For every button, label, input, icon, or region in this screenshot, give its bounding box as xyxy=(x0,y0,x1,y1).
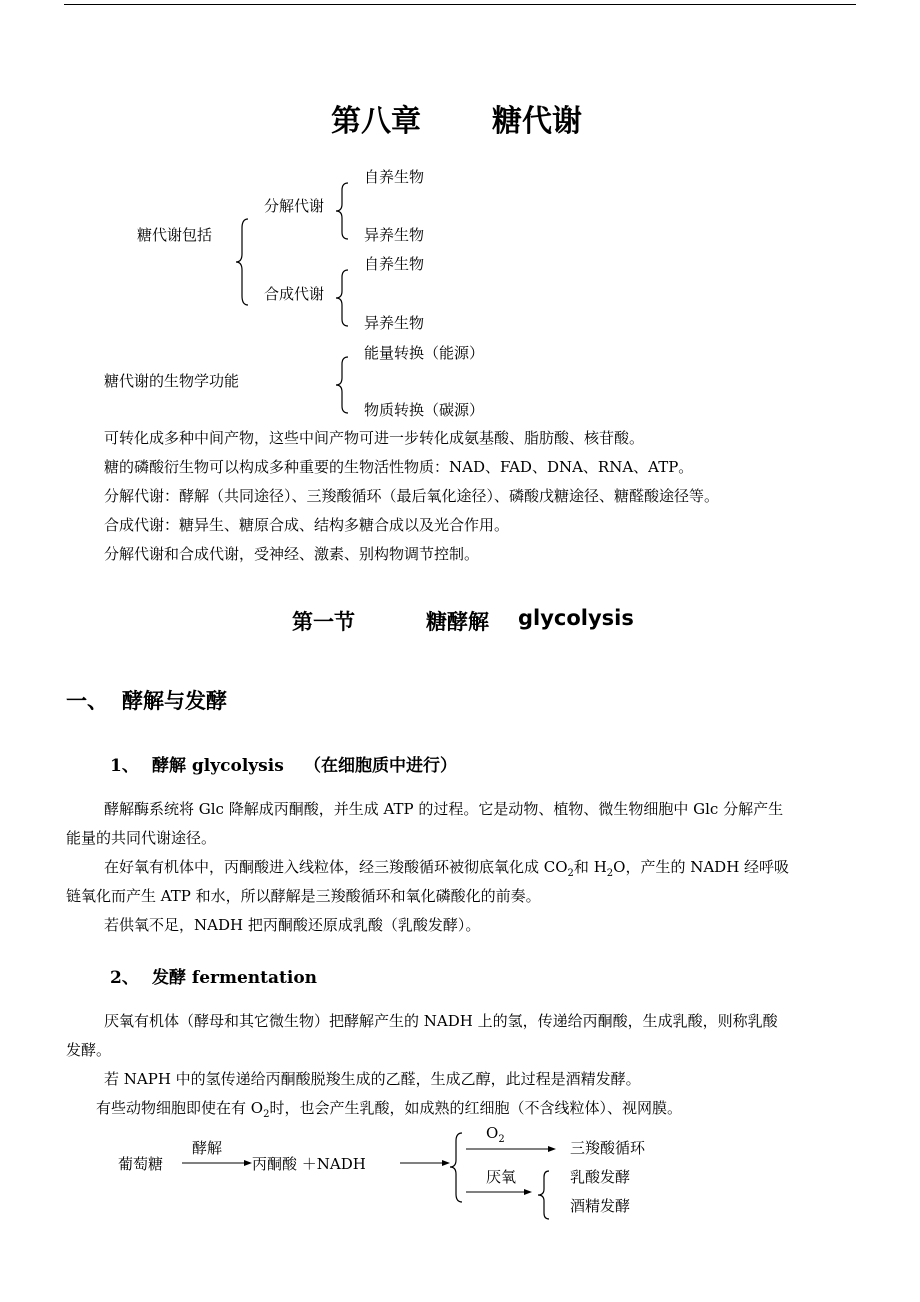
scheme-arrow-anaerobic xyxy=(466,1187,534,1197)
intro-line-1: 可转化成多种中间产物，这些中间产物可进一步转化成氨基酸、脂肪酸、核苷酸。 xyxy=(104,429,645,447)
sub1-title: 酵解 glycolysis xyxy=(152,756,284,776)
intro-line-2: 糖的磷酸衍生物可以构成多种重要的生物活性物质：NAD、FAD、DNA、RNA、ATP。 xyxy=(104,458,694,476)
scheme-lactic: 乳酸发酵 xyxy=(570,1168,631,1186)
scheme-o2-label xyxy=(486,1124,505,1145)
brace-function xyxy=(334,356,354,414)
o2-text: O xyxy=(486,1124,499,1142)
heading1-title: 酵解与发酵 xyxy=(122,689,227,713)
sub1-para-1: 酵解酶系统将 Glc 降解成丙酮酸，并生成 ATP 的过程。它是动物、植物、微生物细胞中 Glc 分解产生 xyxy=(104,800,784,818)
scheme-brace-1 xyxy=(448,1132,468,1204)
para3-text-b: 时，也会产生乳酸，如成熟的红细胞（不含线粒体）、视网膜。 xyxy=(269,1099,682,1117)
outline-heterotroph-2: 异养生物 xyxy=(364,314,425,332)
header-rule xyxy=(64,4,856,5)
outline-anabolism: 合成代谢 xyxy=(264,285,325,303)
sub2-para-3 xyxy=(96,1094,682,1129)
sub1-para-3: 若供氧不足，NADH 把丙酮酸还原成乳酸（乳酸发酵）。 xyxy=(104,916,481,934)
sub2-para-1b: 发酵。 xyxy=(66,1041,112,1059)
sub1-para-1b: 能量的共同代谢途径。 xyxy=(66,829,217,847)
outline-autotroph-2: 自养生物 xyxy=(364,255,425,273)
scheme-alcohol: 酒精发酵 xyxy=(570,1197,631,1215)
sub2-title: 发酵 fermentation xyxy=(152,968,318,988)
scheme-glucose: 葡萄糖 xyxy=(118,1155,164,1173)
outline-autotroph-1: 自养生物 xyxy=(364,168,425,186)
scheme-tca: 三羧酸循环 xyxy=(570,1139,646,1157)
outline-energy: 能量转换（能源） xyxy=(364,344,485,362)
intro-line-5: 分解代谢和合成代谢，受神经、激素、别构物调节控制。 xyxy=(104,545,480,563)
outline-root: 糖代谢包括 xyxy=(137,226,213,244)
sub2-para-2: 若 NAPH 中的氢传递给丙酮酸脱羧生成的乙醛，生成乙醇，此过程是酒精发酵。 xyxy=(104,1070,641,1088)
outline-matter: 物质转换（碳源） xyxy=(364,401,485,419)
chapter-number: 第八章 xyxy=(331,104,421,139)
scheme-arrow-1 xyxy=(182,1158,254,1168)
intro-line-3: 分解代谢：酵解（共同途径）、三羧酸循环（最后氧化途径）、磷酸戊糖途径、糖醛酸途径等。 xyxy=(104,487,720,505)
para2-text-a: 在好氧有机体中，丙酮酸进入线粒体，经三羧酸循环被彻底氧化成 CO xyxy=(104,858,568,876)
sub2-number: 2、 xyxy=(110,968,139,988)
scheme-anaerobic-label: 厌氧 xyxy=(486,1168,517,1186)
o2-subscript: 2 xyxy=(263,1109,270,1120)
section-english: glycolysis xyxy=(518,606,634,630)
sub1-para-2d: 链氧化而产生 ATP 和水，所以酵解是三羧酸循环和氧化磷酸化的前奏。 xyxy=(66,887,541,905)
scheme-arrow-o2 xyxy=(466,1144,558,1154)
outline-catabolism: 分解代谢 xyxy=(264,197,325,215)
brace-catabolism xyxy=(334,182,354,240)
para2-text-c: O，产生的 NADH 经呼吸 xyxy=(613,858,790,876)
h2o-subscript: 2 xyxy=(606,868,614,879)
para3-text-a: 有些动物细胞即使在有 O xyxy=(96,1099,264,1117)
outline-heterotroph-1: 异养生物 xyxy=(364,226,425,244)
heading1-number: 一、 xyxy=(66,689,108,713)
scheme-pyruvate-nadh: 丙酮酸 ＋NADH xyxy=(252,1155,366,1173)
sub1-note: （在细胞质中进行） xyxy=(304,756,457,776)
co2-subscript: 2 xyxy=(567,868,574,879)
chapter-title: 糖代谢 xyxy=(492,104,582,139)
o2-label-subscript: 2 xyxy=(498,1134,505,1145)
sub2-para-1: 厌氧有机体（酵母和其它微生物）把酵解产生的 NADH 上的氢，传递给丙酮酸，生成乳酸，则称乳酸 xyxy=(104,1012,778,1030)
outline-function-root: 糖代谢的生物学功能 xyxy=(104,372,240,390)
para2-text-b: 和 H xyxy=(573,858,607,876)
section-number: 第一节 xyxy=(292,610,355,634)
brace-root xyxy=(234,218,254,306)
scheme-glycolysis-label: 酵解 xyxy=(192,1139,223,1157)
intro-line-4: 合成代谢：糖异生、糖原合成、结构多糖合成以及光合作用。 xyxy=(104,516,510,534)
scheme-brace-2 xyxy=(536,1170,554,1220)
brace-anabolism xyxy=(334,269,354,327)
sub1-number: 1、 xyxy=(110,756,139,776)
section-title: 糖酵解 xyxy=(426,610,489,634)
scheme-arrow-2 xyxy=(400,1158,452,1168)
